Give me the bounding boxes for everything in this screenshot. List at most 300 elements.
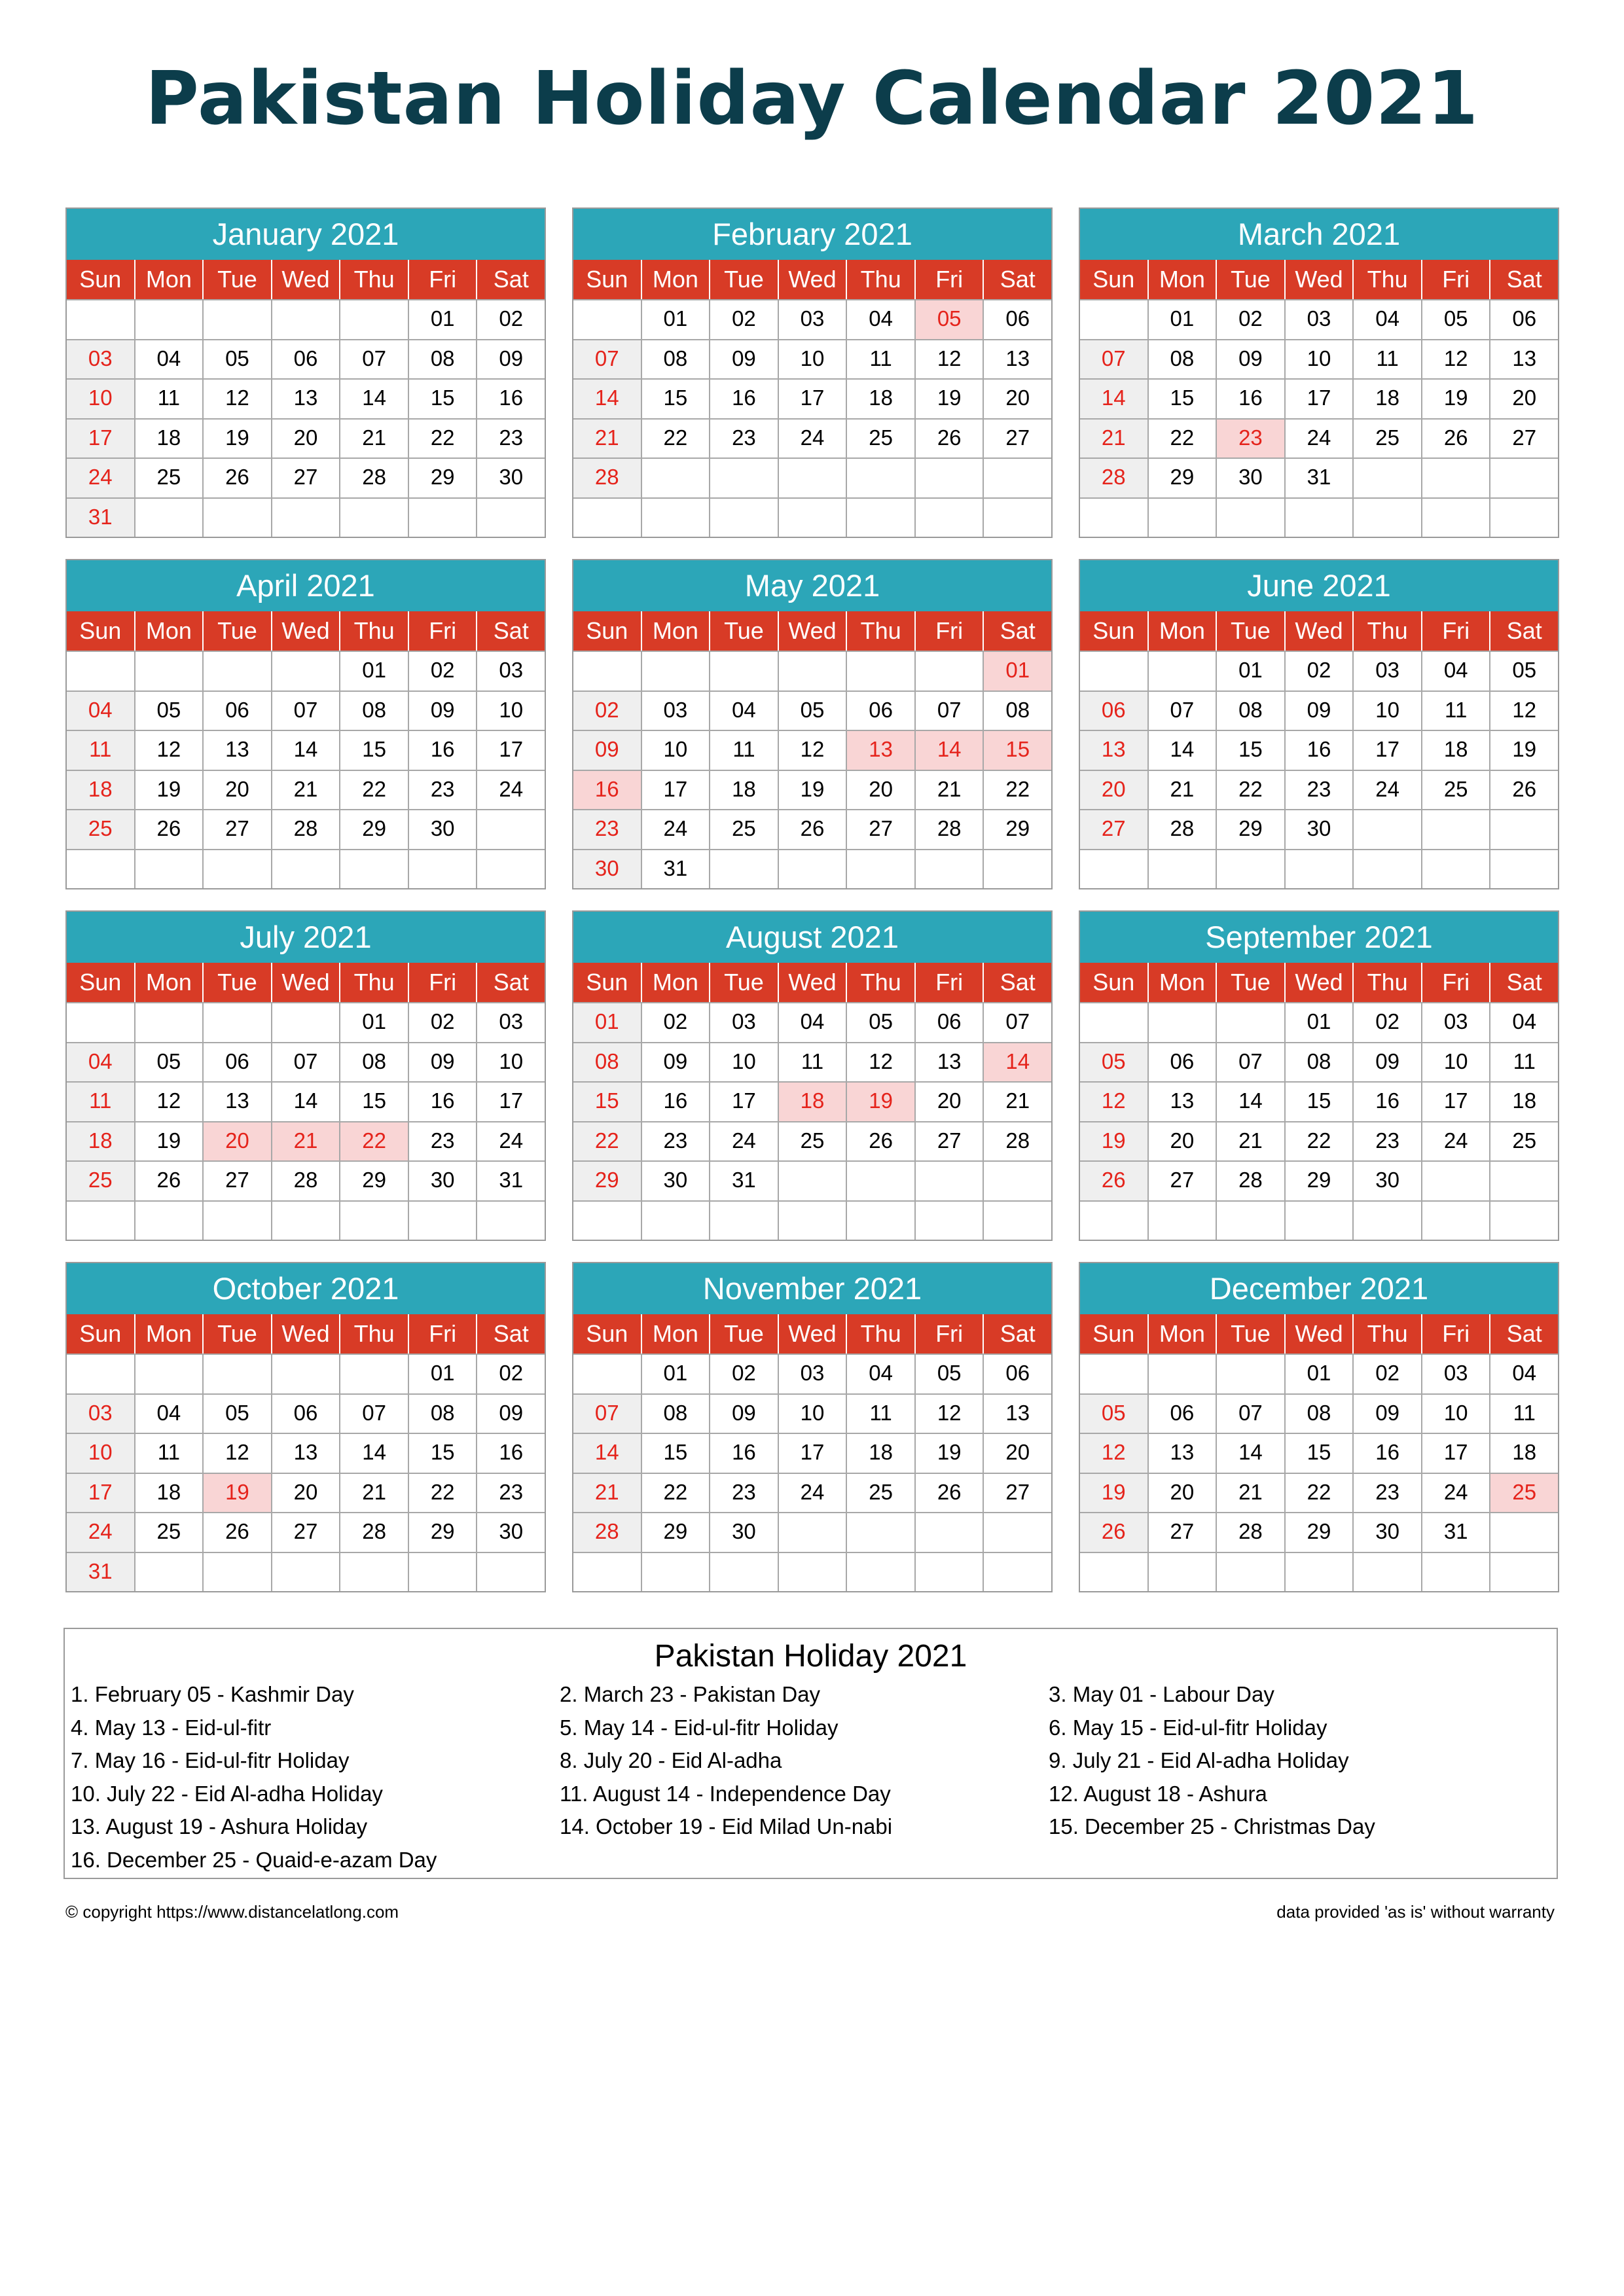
empty-day-cell bbox=[573, 300, 642, 339]
weekday-label: Wed bbox=[272, 1314, 341, 1354]
day-cell: 11 bbox=[67, 1083, 135, 1121]
day-cell: 17 bbox=[499, 1088, 524, 1113]
day-cell: 28 bbox=[1080, 459, 1149, 497]
weekday-label: Fri bbox=[916, 1314, 984, 1354]
day-cell: 16 bbox=[499, 1440, 524, 1464]
weekday-label: Wed bbox=[272, 611, 341, 651]
empty-day-cell bbox=[340, 499, 409, 537]
day-cell: 01 bbox=[642, 300, 711, 339]
weekday-label: Sun bbox=[67, 611, 135, 651]
day-cell: 11 bbox=[710, 731, 779, 770]
legend-item: 6. May 15 - Eid-ul-fitr Holiday bbox=[1049, 1715, 1327, 1740]
day-cell: 28 bbox=[272, 810, 341, 849]
week-row bbox=[67, 299, 545, 339]
week-row bbox=[1080, 1512, 1558, 1552]
empty-day-cell bbox=[1354, 810, 1422, 849]
weekday-label: Tue bbox=[204, 260, 272, 299]
day-cell: 15 bbox=[409, 380, 478, 418]
day-cell: 30 bbox=[710, 1513, 779, 1552]
day-cell: 09 bbox=[710, 1395, 779, 1433]
day-cell: 19 bbox=[135, 771, 204, 810]
empty-day-cell bbox=[477, 850, 545, 889]
day-cell: 11 bbox=[135, 1434, 204, 1473]
day-cell: 23 bbox=[499, 425, 524, 450]
day-cell: 23 bbox=[710, 420, 779, 458]
day-cell: 07 bbox=[916, 692, 984, 730]
week-row bbox=[67, 1433, 545, 1473]
empty-day-cell bbox=[847, 850, 916, 889]
day-cell: 26 bbox=[135, 1162, 204, 1200]
day-cell: 24 bbox=[779, 1474, 848, 1513]
week-row bbox=[573, 849, 1051, 889]
empty-day-cell bbox=[1422, 850, 1491, 889]
day-cell: 25 bbox=[135, 459, 204, 497]
legend-item: 2. March 23 - Pakistan Day bbox=[560, 1682, 820, 1706]
empty-day-cell bbox=[1490, 1553, 1558, 1592]
day-cell: 26 bbox=[779, 810, 848, 849]
day-cell: 21 bbox=[1005, 1088, 1030, 1113]
empty-day-cell bbox=[409, 1202, 478, 1240]
day-cell: 02 bbox=[409, 652, 478, 691]
weekday-header-row bbox=[67, 1314, 545, 1354]
empty-day-cell bbox=[67, 1355, 135, 1393]
week-row bbox=[573, 770, 1051, 810]
day-cell: 07 bbox=[272, 692, 341, 730]
day-cell: 10 bbox=[67, 380, 135, 418]
empty-day-cell bbox=[1490, 459, 1558, 497]
day-cell: 12 bbox=[204, 1434, 272, 1473]
holiday-day-cell: 01 bbox=[984, 652, 1051, 691]
weekday-label: Tue bbox=[710, 260, 779, 299]
weekday-label: Fri bbox=[409, 260, 478, 299]
day-cell: 06 bbox=[1512, 306, 1537, 331]
weekday-label: Tue bbox=[1217, 611, 1286, 651]
day-cell: 01 bbox=[409, 1355, 478, 1393]
day-cell: 03 bbox=[779, 1355, 848, 1393]
empty-day-cell bbox=[779, 850, 848, 889]
day-cell: 17 bbox=[1354, 731, 1422, 770]
day-cell: 24 bbox=[67, 459, 135, 497]
day-cell: 17 bbox=[710, 1083, 779, 1121]
week-row bbox=[67, 1552, 545, 1592]
day-cell: 26 bbox=[847, 1122, 916, 1161]
day-cell: 10 bbox=[1422, 1043, 1491, 1082]
day-cell: 29 bbox=[340, 1162, 409, 1200]
day-cell: 22 bbox=[1005, 776, 1030, 801]
day-cell: 28 bbox=[340, 1513, 409, 1552]
day-cell: 31 bbox=[710, 1162, 779, 1200]
week-row bbox=[67, 457, 545, 497]
day-cell: 04 bbox=[710, 692, 779, 730]
day-cell: 06 bbox=[847, 692, 916, 730]
day-cell: 19 bbox=[916, 380, 984, 418]
day-cell: 05 bbox=[1080, 1043, 1149, 1082]
weekday-label: Wed bbox=[1286, 260, 1354, 299]
day-cell: 27 bbox=[1149, 1513, 1218, 1552]
empty-day-cell bbox=[204, 1003, 272, 1042]
day-cell: 20 bbox=[272, 1474, 341, 1513]
day-cell: 30 bbox=[642, 1162, 711, 1200]
weekday-label: Fri bbox=[409, 1314, 478, 1354]
empty-day-cell bbox=[1149, 652, 1218, 691]
week-row bbox=[573, 1354, 1051, 1393]
empty-day-cell bbox=[477, 499, 545, 537]
empty-day-cell bbox=[272, 652, 341, 691]
weekday-label: Tue bbox=[204, 611, 272, 651]
week-row bbox=[573, 457, 1051, 497]
empty-day-cell bbox=[1286, 850, 1354, 889]
weekday-label: Mon bbox=[642, 611, 711, 651]
empty-day-cell bbox=[1217, 1202, 1286, 1240]
day-cell: 29 bbox=[1005, 816, 1030, 840]
empty-day-cell bbox=[1149, 1003, 1218, 1042]
empty-day-cell bbox=[779, 459, 848, 497]
empty-day-cell bbox=[340, 850, 409, 889]
empty-day-cell bbox=[67, 1003, 135, 1042]
empty-day-cell bbox=[1354, 499, 1422, 537]
week-row bbox=[573, 1081, 1051, 1121]
day-cell: 06 bbox=[916, 1003, 984, 1042]
day-cell: 02 bbox=[1354, 1003, 1422, 1042]
week-row bbox=[1080, 691, 1558, 730]
week-row bbox=[67, 1160, 545, 1200]
day-cell: 18 bbox=[67, 1122, 135, 1161]
day-cell: 02 bbox=[710, 1355, 779, 1393]
week-row bbox=[573, 730, 1051, 770]
empty-day-cell bbox=[984, 850, 1051, 889]
day-cell: 06 bbox=[204, 692, 272, 730]
day-cell: 09 bbox=[642, 1043, 711, 1082]
empty-day-cell bbox=[1286, 499, 1354, 537]
weekday-label: Fri bbox=[1422, 963, 1491, 1002]
day-cell: 27 bbox=[1005, 1479, 1030, 1504]
empty-day-cell bbox=[1080, 1355, 1149, 1393]
weekday-header-row bbox=[67, 611, 545, 651]
day-cell: 04 bbox=[1422, 652, 1491, 691]
day-cell: 17 bbox=[1422, 1434, 1491, 1473]
legend-item: 11. August 14 - Independence Day bbox=[560, 1781, 891, 1806]
empty-day-cell bbox=[340, 300, 409, 339]
empty-day-cell bbox=[135, 499, 204, 537]
weekday-label: Sat bbox=[493, 969, 529, 996]
empty-day-cell bbox=[272, 1003, 341, 1042]
holiday-day-cell: 15 bbox=[984, 731, 1051, 770]
week-row bbox=[1080, 1552, 1558, 1592]
day-cell: 07 bbox=[1149, 692, 1218, 730]
day-cell: 25 bbox=[847, 420, 916, 458]
weekday-label: Thu bbox=[847, 1314, 916, 1354]
week-row bbox=[573, 1160, 1051, 1200]
empty-day-cell bbox=[1354, 1202, 1422, 1240]
day-cell: 16 bbox=[409, 1083, 478, 1121]
weekday-label: Mon bbox=[1149, 611, 1218, 651]
empty-day-cell bbox=[477, 1202, 545, 1240]
week-row bbox=[1080, 1200, 1558, 1240]
day-cell: 19 bbox=[1080, 1122, 1149, 1161]
day-cell: 08 bbox=[409, 340, 478, 379]
legend-item: 13. August 19 - Ashura Holiday bbox=[71, 1814, 368, 1839]
empty-day-cell bbox=[1217, 1003, 1286, 1042]
weekday-label: Tue bbox=[1217, 963, 1286, 1002]
footer-disclaimer: data provided 'as is' without warranty bbox=[1276, 1902, 1555, 1922]
weekday-label: Sun bbox=[1080, 260, 1149, 299]
day-cell: 06 bbox=[1005, 306, 1030, 331]
day-cell: 07 bbox=[340, 1395, 409, 1433]
empty-day-cell bbox=[409, 1553, 478, 1592]
day-cell: 23 bbox=[409, 771, 478, 810]
day-cell: 17 bbox=[67, 420, 135, 458]
empty-day-cell bbox=[477, 810, 545, 849]
empty-day-cell bbox=[135, 1553, 204, 1592]
day-cell: 29 bbox=[642, 1513, 711, 1552]
day-cell: 25 bbox=[710, 810, 779, 849]
day-cell: 08 bbox=[340, 692, 409, 730]
week-row bbox=[573, 1042, 1051, 1082]
day-cell: 04 bbox=[1512, 1009, 1537, 1033]
weekday-label: Mon bbox=[1149, 260, 1218, 299]
day-cell: 31 bbox=[1422, 1513, 1491, 1552]
day-cell: 23 bbox=[642, 1122, 711, 1161]
weekday-header-row bbox=[573, 260, 1051, 299]
day-cell: 09 bbox=[1286, 692, 1354, 730]
day-cell: 14 bbox=[1149, 731, 1218, 770]
empty-day-cell bbox=[984, 1513, 1051, 1552]
empty-day-cell bbox=[916, 1513, 984, 1552]
day-cell: 27 bbox=[1005, 425, 1030, 450]
empty-day-cell bbox=[272, 850, 341, 889]
day-cell: 19 bbox=[204, 420, 272, 458]
day-cell: 19 bbox=[779, 771, 848, 810]
month-calendar bbox=[65, 910, 546, 1241]
holiday-day-cell: 20 bbox=[204, 1122, 272, 1161]
weekday-header-row bbox=[67, 963, 545, 1002]
day-cell: 21 bbox=[1217, 1474, 1286, 1513]
day-cell: 16 bbox=[1286, 731, 1354, 770]
day-cell: 18 bbox=[1512, 1088, 1537, 1113]
week-row bbox=[1080, 457, 1558, 497]
weekday-label: Mon bbox=[135, 611, 204, 651]
weekday-header-row bbox=[1080, 611, 1558, 651]
day-cell: 15 bbox=[1217, 731, 1286, 770]
day-cell: 21 bbox=[1080, 420, 1149, 458]
weekday-label: Tue bbox=[204, 1314, 272, 1354]
day-cell: 09 bbox=[710, 340, 779, 379]
day-cell: 03 bbox=[499, 1009, 524, 1033]
week-row bbox=[1080, 497, 1558, 537]
day-cell: 11 bbox=[67, 731, 135, 770]
weekday-label: Tue bbox=[710, 1314, 779, 1354]
empty-day-cell bbox=[847, 1162, 916, 1200]
month-calendar bbox=[572, 1262, 1053, 1592]
weekday-label: Fri bbox=[916, 260, 984, 299]
empty-day-cell bbox=[779, 1513, 848, 1552]
empty-day-cell bbox=[1286, 1553, 1354, 1592]
legend-title: Pakistan Holiday 2021 bbox=[654, 1639, 967, 1674]
day-cell: 21 bbox=[340, 1474, 409, 1513]
day-cell: 08 bbox=[1149, 340, 1218, 379]
day-cell: 10 bbox=[779, 1395, 848, 1433]
weekday-label: Sat bbox=[1000, 969, 1036, 996]
day-cell: 07 bbox=[1080, 340, 1149, 379]
day-cell: 22 bbox=[573, 1122, 642, 1161]
weekday-label: Fri bbox=[1422, 260, 1491, 299]
empty-day-cell bbox=[710, 1202, 779, 1240]
day-cell: 13 bbox=[1149, 1434, 1218, 1473]
day-cell: 05 bbox=[916, 1355, 984, 1393]
weekday-label: Wed bbox=[779, 1314, 848, 1354]
week-row bbox=[67, 1200, 545, 1240]
day-cell: 28 bbox=[573, 459, 642, 497]
weekday-header-row bbox=[1080, 963, 1558, 1002]
weekday-label: Sat bbox=[1506, 969, 1542, 996]
day-cell: 25 bbox=[67, 1162, 135, 1200]
day-cell: 30 bbox=[499, 1519, 524, 1543]
month-calendar bbox=[572, 207, 1053, 538]
week-row bbox=[573, 1393, 1051, 1433]
day-cell: 18 bbox=[847, 380, 916, 418]
day-cell: 07 bbox=[1217, 1395, 1286, 1433]
day-cell: 04 bbox=[847, 300, 916, 339]
day-cell: 09 bbox=[573, 731, 642, 770]
day-cell: 25 bbox=[67, 810, 135, 849]
day-cell: 26 bbox=[1512, 776, 1537, 801]
empty-day-cell bbox=[916, 1202, 984, 1240]
day-cell: 06 bbox=[204, 1043, 272, 1082]
day-cell: 18 bbox=[67, 771, 135, 810]
day-cell: 03 bbox=[779, 300, 848, 339]
day-cell: 14 bbox=[272, 1083, 341, 1121]
day-cell: 07 bbox=[1005, 1009, 1030, 1033]
day-cell: 02 bbox=[409, 1003, 478, 1042]
empty-day-cell bbox=[573, 652, 642, 691]
day-cell: 09 bbox=[1354, 1395, 1422, 1433]
day-cell: 07 bbox=[272, 1043, 341, 1082]
empty-day-cell bbox=[847, 1513, 916, 1552]
day-cell: 08 bbox=[1217, 692, 1286, 730]
empty-day-cell bbox=[642, 459, 711, 497]
empty-day-cell bbox=[1422, 499, 1491, 537]
day-cell: 22 bbox=[409, 420, 478, 458]
empty-day-cell bbox=[1217, 850, 1286, 889]
day-cell: 28 bbox=[1149, 810, 1218, 849]
empty-day-cell bbox=[1149, 1202, 1218, 1240]
weekday-label: Tue bbox=[710, 611, 779, 651]
weekday-label: Tue bbox=[710, 963, 779, 1002]
legend-item: 1. February 05 - Kashmir Day bbox=[71, 1682, 354, 1706]
empty-day-cell bbox=[573, 1355, 642, 1393]
month-calendar bbox=[1079, 910, 1559, 1241]
day-cell: 15 bbox=[340, 731, 409, 770]
legend-item: 15. December 25 - Christmas Day bbox=[1049, 1814, 1375, 1839]
day-cell: 01 bbox=[1149, 300, 1218, 339]
day-cell: 08 bbox=[1286, 1395, 1354, 1433]
day-cell: 02 bbox=[1286, 652, 1354, 691]
empty-day-cell bbox=[710, 850, 779, 889]
day-cell: 16 bbox=[642, 1083, 711, 1121]
day-cell: 09 bbox=[409, 1043, 478, 1082]
day-cell: 05 bbox=[1422, 300, 1491, 339]
day-cell: 14 bbox=[1217, 1434, 1286, 1473]
day-cell: 10 bbox=[642, 731, 711, 770]
day-cell: 04 bbox=[67, 692, 135, 730]
day-cell: 20 bbox=[1512, 386, 1537, 410]
month-title: September 2021 bbox=[1080, 912, 1558, 963]
empty-day-cell bbox=[67, 300, 135, 339]
empty-day-cell bbox=[1080, 300, 1149, 339]
day-cell: 29 bbox=[409, 1513, 478, 1552]
empty-day-cell bbox=[642, 1202, 711, 1240]
month-title: February 2021 bbox=[573, 209, 1051, 260]
day-cell: 04 bbox=[135, 1395, 204, 1433]
day-cell: 14 bbox=[340, 380, 409, 418]
empty-day-cell bbox=[204, 652, 272, 691]
empty-day-cell bbox=[1149, 1355, 1218, 1393]
day-cell: 29 bbox=[409, 459, 478, 497]
week-row bbox=[573, 339, 1051, 379]
empty-day-cell bbox=[1149, 850, 1218, 889]
weekday-label: Wed bbox=[779, 260, 848, 299]
holiday-day-cell: 05 bbox=[916, 300, 984, 339]
day-cell: 13 bbox=[272, 1434, 341, 1473]
day-cell: 13 bbox=[272, 380, 341, 418]
empty-day-cell bbox=[779, 1202, 848, 1240]
empty-day-cell bbox=[916, 850, 984, 889]
week-row bbox=[573, 809, 1051, 849]
day-cell: 12 bbox=[847, 1043, 916, 1082]
empty-day-cell bbox=[340, 1202, 409, 1240]
month-title: May 2021 bbox=[573, 560, 1051, 611]
day-cell: 03 bbox=[1354, 652, 1422, 691]
week-row bbox=[1080, 339, 1558, 379]
week-row bbox=[67, 418, 545, 458]
weekday-label: Thu bbox=[847, 963, 916, 1002]
day-cell: 15 bbox=[1286, 1083, 1354, 1121]
weekday-label: Wed bbox=[779, 963, 848, 1002]
day-cell: 04 bbox=[779, 1003, 848, 1042]
day-cell: 01 bbox=[642, 1355, 711, 1393]
day-cell: 26 bbox=[1080, 1162, 1149, 1200]
empty-day-cell bbox=[573, 499, 642, 537]
day-cell: 27 bbox=[1512, 425, 1537, 450]
weekday-label: Sat bbox=[1000, 1320, 1036, 1347]
weekday-label: Mon bbox=[135, 1314, 204, 1354]
day-cell: 09 bbox=[499, 346, 524, 370]
week-row bbox=[1080, 651, 1558, 691]
day-cell: 25 bbox=[847, 1474, 916, 1513]
week-row bbox=[67, 809, 545, 849]
holiday-day-cell: 16 bbox=[573, 771, 642, 810]
weekday-label: Sat bbox=[1506, 617, 1542, 644]
empty-day-cell bbox=[204, 1355, 272, 1393]
month-title: March 2021 bbox=[1080, 209, 1558, 260]
day-cell: 16 bbox=[710, 1434, 779, 1473]
weekday-label: Fri bbox=[1422, 611, 1491, 651]
day-cell: 05 bbox=[135, 1043, 204, 1082]
day-cell: 29 bbox=[573, 1162, 642, 1200]
weekday-label: Sun bbox=[67, 260, 135, 299]
day-cell: 16 bbox=[1354, 1434, 1422, 1473]
weekday-label: Thu bbox=[847, 611, 916, 651]
day-cell: 22 bbox=[1149, 420, 1218, 458]
weekday-label: Thu bbox=[847, 260, 916, 299]
day-cell: 17 bbox=[499, 737, 524, 761]
day-cell: 26 bbox=[916, 420, 984, 458]
week-row bbox=[67, 497, 545, 537]
empty-day-cell bbox=[1217, 499, 1286, 537]
weekday-label: Mon bbox=[1149, 1314, 1218, 1354]
weekday-label: Thu bbox=[1354, 611, 1422, 651]
week-row bbox=[1080, 418, 1558, 458]
